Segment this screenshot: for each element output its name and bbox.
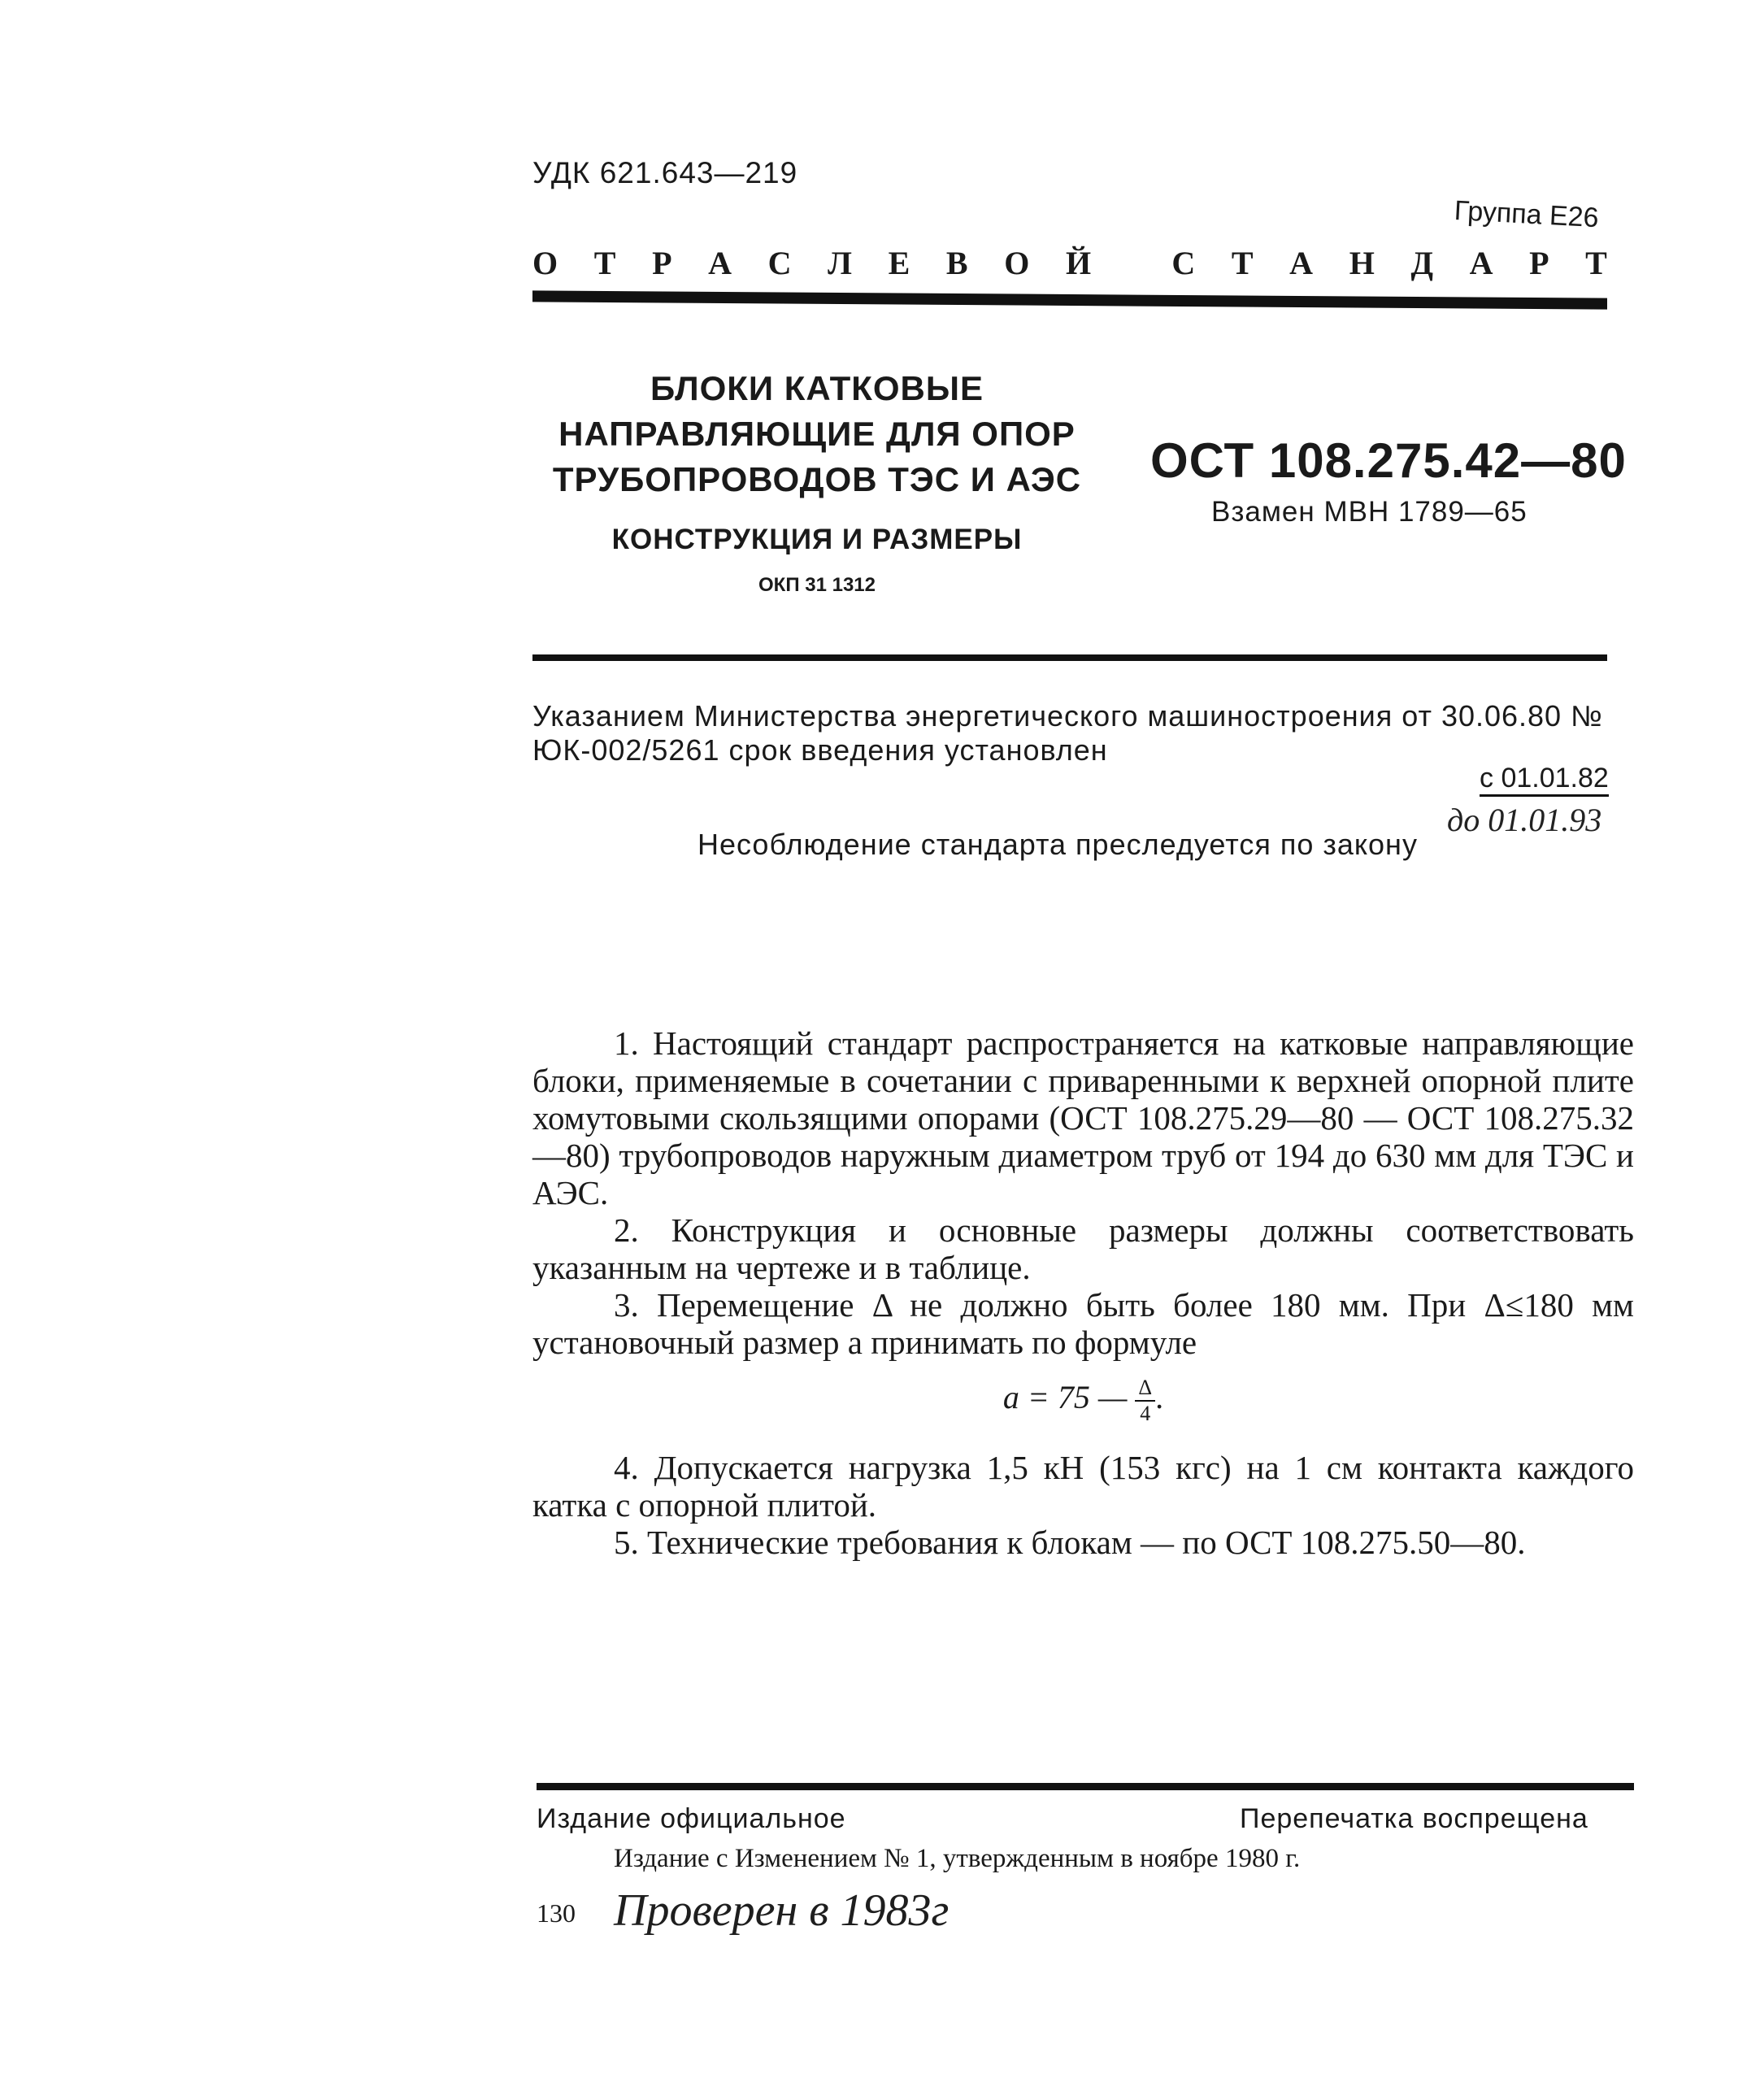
standard-number: ОСТ 108.275.42—80 xyxy=(1150,433,1627,488)
document-body xyxy=(532,1024,1634,1561)
banner-letter: Л xyxy=(828,245,852,281)
banner-letter: Т xyxy=(1231,245,1254,281)
group-code: Группа Е26 xyxy=(1454,195,1600,234)
banner-letter: А xyxy=(1469,245,1493,281)
banner-letter: С xyxy=(1171,245,1196,281)
page-number: 130 xyxy=(537,1898,576,1928)
paragraph-5: 5. Технические требования к блокам — по ОСТ 108.275.50—80. xyxy=(614,1524,1526,1561)
formula-end: . xyxy=(1155,1379,1164,1416)
formula xyxy=(532,1376,1634,1426)
title-block xyxy=(532,366,1102,597)
law-note: Несоблюдение стандарта преследуется по закону xyxy=(697,828,1418,861)
replaces-note: Взамен МВН 1789—65 xyxy=(1211,496,1528,528)
title-line-1: БЛОКИ КАТКОВЫЕ xyxy=(650,369,984,407)
banner-letter: Р xyxy=(1529,245,1549,281)
banner-letter: О xyxy=(532,245,558,281)
edition-official: Издание официальное xyxy=(537,1803,846,1834)
paragraph-4: 4. Допускается нагрузка 1,5 кН (153 кгс) на 1 см контакта каждого катка с опорной плитой. xyxy=(532,1449,1634,1524)
banner-letter: Т xyxy=(593,245,616,281)
banner-letter: Е xyxy=(888,245,910,281)
paragraph-3: 3. Перемещение Δ не должно быть более 180 мм. При Δ≤180 мм установочный размер a принимать по формуле xyxy=(532,1286,1634,1361)
amendment-note: Издание с Изменением № 1, утвержденным в ноябре 1980 г. xyxy=(614,1844,1301,1873)
middle-rule xyxy=(532,654,1607,661)
udk-code: УДК 621.643—219 xyxy=(532,156,798,189)
banner-letter: Д xyxy=(1410,245,1433,281)
banner-letter: С xyxy=(767,245,792,281)
subtitle: КОНСТРУКЦИЯ И РАЗМЕРЫ xyxy=(611,524,1023,555)
banner-letter: Р xyxy=(652,245,672,281)
paragraph-1: 1. Настоящий стандарт распространяется на катковые направляющие блоки, применяемые в сочетании с приваренными к верхней опорной плите хомутовыми скользящими опорами (ОСТ 108.275.29—80 — ОСТ 108.275.32—80) трубопроводов наружным диаметром труб от 194 до 630 мм для ТЭС и АЭС. xyxy=(532,1024,1634,1211)
banner-letter: В xyxy=(945,245,968,281)
okp-code: ОКП 31 1312 xyxy=(758,574,876,596)
paragraph-2: 2. Конструкция и основные размеры должны соответствовать указанным на чертеже и в таблице. xyxy=(532,1211,1634,1286)
banner-letter: А xyxy=(708,245,732,281)
handwritten-date: до 01.01.93 xyxy=(1447,802,1602,838)
banner-letter: Н xyxy=(1349,245,1375,281)
banner-letter: А xyxy=(1289,245,1314,281)
handwritten-checked-note: Проверен в 1983г xyxy=(614,1885,950,1936)
title-line-2: НАПРАВЛЯЮЩИЕ ДЛЯ ОПОР xyxy=(558,415,1076,453)
bottom-rule xyxy=(537,1783,1634,1790)
industry-standard-banner xyxy=(532,244,1607,282)
title-line-3: ТРУБОПРОВОДОВ ТЭС И АЭС xyxy=(552,460,1082,498)
formula-lhs: a = 75 — xyxy=(1002,1379,1128,1416)
reprint-prohibited: Перепечатка воспрещена xyxy=(1240,1803,1588,1834)
effective-date: с 01.01.82 xyxy=(1480,763,1609,797)
formula-fraction xyxy=(1135,1376,1155,1426)
top-rule xyxy=(532,290,1607,309)
banner-letter: Т xyxy=(1585,245,1607,281)
decree-text: Указанием Министерства энергетического машиностроения от 30.06.80 № ЮК-002/5261 срок введения установлен xyxy=(532,699,1603,767)
formula-denominator: 4 xyxy=(1140,1402,1151,1425)
banner-letter: Й xyxy=(1065,245,1092,281)
banner-letter xyxy=(1128,244,1136,282)
banner-letter: О xyxy=(1004,245,1030,281)
formula-numerator: Δ xyxy=(1135,1376,1155,1402)
